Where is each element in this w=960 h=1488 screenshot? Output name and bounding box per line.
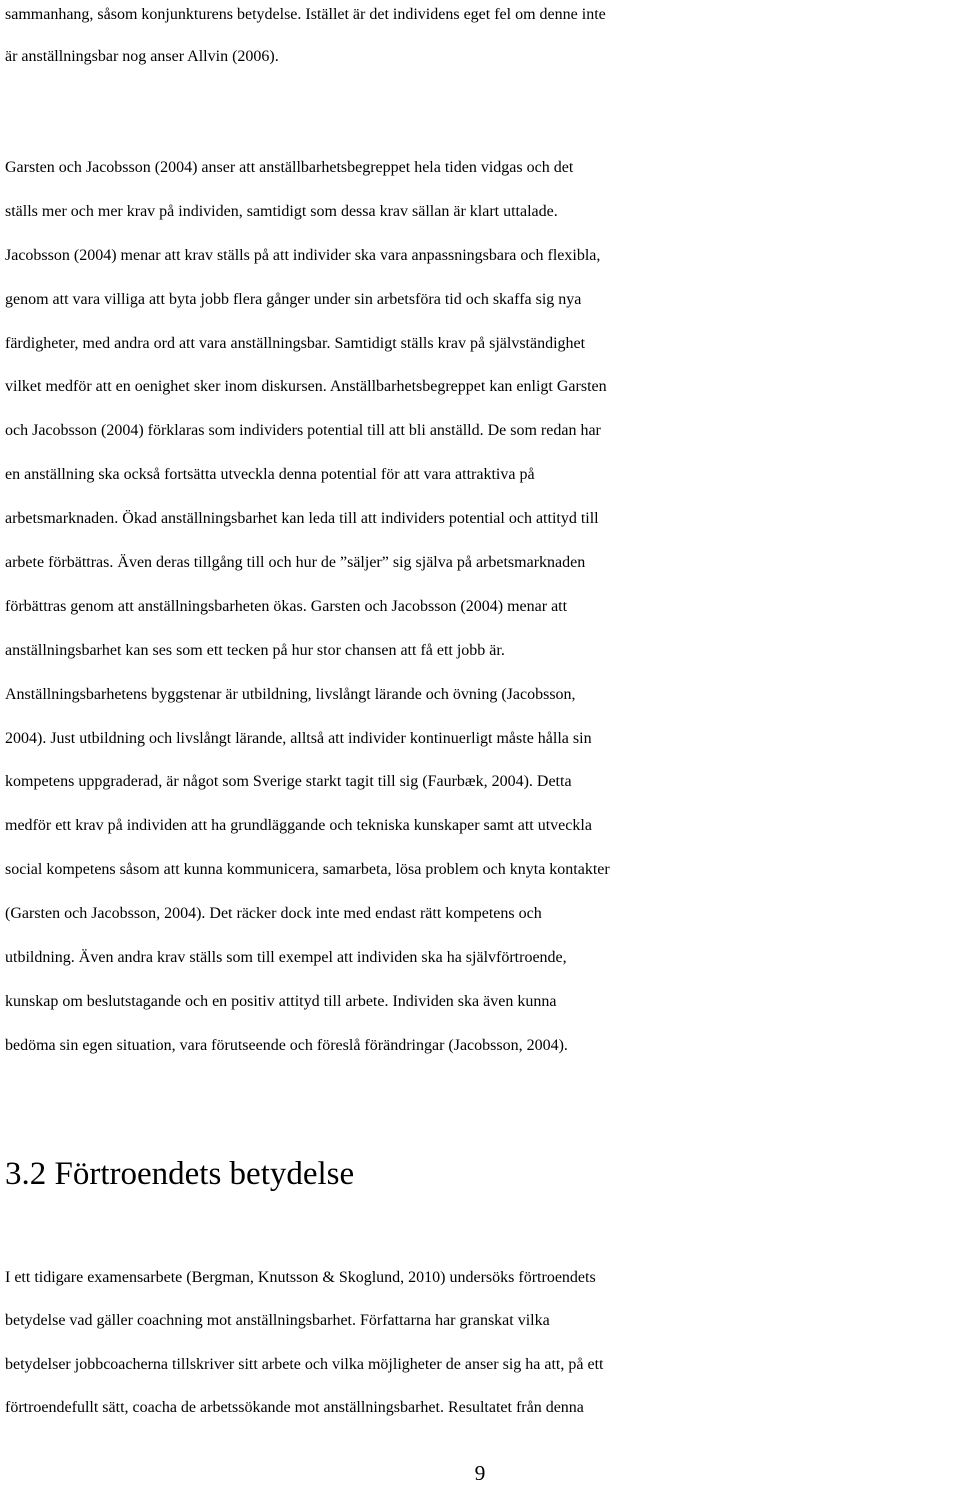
paragraph-line: och Jacobsson (2004) förklaras som individers potential till att bli anställd. De som redan har	[5, 422, 601, 440]
paragraph-line: bedöma sin egen situation, vara förutseende och föreslå förändringar (Jacobsson, 2004).	[5, 1036, 568, 1054]
paragraph-line: Anställningsbarhetens byggstenar är utbildning, livslångt lärande och övning (Jacobsson,	[5, 685, 576, 703]
paragraph-line: Garsten och Jacobsson (2004) anser att anställbarhetsbegreppet hela tiden vidgas och det	[5, 159, 574, 176]
paragraph-line: utbildning. Även andra krav ställs som till exempel att individen ska ha självförtroende,	[5, 949, 567, 967]
paragraph-3	[5, 1256, 960, 1429]
paragraph-1	[5, 0, 960, 84]
paragraph-line: (Garsten och Jacobsson, 2004). Det räcker dock inte med endast rätt kompetens och	[5, 905, 542, 923]
paragraph-line: vilket medför att en oenighet sker inom diskursen. Anställbarhetsbegreppet kan enligt Garsten	[5, 378, 607, 396]
paragraph-line: kompetens uppgraderad, är något som Sverige starkt tagit till sig (Faurbæk, 2004). Detta	[5, 773, 572, 791]
paragraph-line: betydelser jobbcoacherna tillskriver sitt arbete och vilka möjligheter de anser sig ha att, på ett	[5, 1355, 604, 1373]
paragraph-line: anställningsbarhet kan ses som ett tecken på hur stor chansen att få ett jobb är.	[5, 641, 505, 659]
section-heading: 3.2 Förtroendets betydelse	[5, 1156, 355, 1192]
paragraph-2	[5, 146, 960, 1068]
paragraph-line: ställs mer och mer krav på individen, samtidigt som dessa krav sällan är klart uttalade.	[5, 202, 558, 220]
paragraph-line: betydelse vad gäller coachning mot anställningsbarhet. Författarna har granskat vilka	[5, 1312, 550, 1330]
paragraph-line: färdigheter, med andra ord att vara anställningsbar. Samtidigt ställs krav på självständighet	[5, 334, 586, 352]
paragraph-line: förbättras genom att anställningsbarheten ökas. Garsten och Jacobsson (2004) menar att	[5, 597, 568, 615]
paragraph-line: en anställning ska också fortsätta utveckla denna potential för att vara attraktiva på	[5, 466, 535, 484]
paragraph-line: social kompetens såsom att kunna kommunicera, samarbeta, lösa problem och knyta kontakter	[5, 861, 610, 879]
paragraph-line: arbete förbättras. Även deras tillgång till och hur de ”säljer” sig själva på arbetsmarknaden	[5, 554, 586, 572]
paragraph-line: I ett tidigare examensarbete (Bergman, Knutsson & Skoglund, 2010) undersöks förtroendets	[5, 1269, 596, 1286]
paragraph-line: 2004). Just utbildning och livslångt lärande, alltså att individer kontinuerligt måste hålla sin	[5, 729, 592, 747]
paragraph-line: förtroendefullt sätt, coacha de arbetssökande mot anställningsbarhet. Resultatet från denna	[5, 1398, 584, 1416]
paragraph-line: arbetsmarknaden. Ökad anställningsbarhet kan leda till att individers potential och attityd till	[5, 510, 599, 528]
paragraph-line: Jacobsson (2004) menar att krav ställs på att individer ska vara anpassningsbara och flexibla,	[5, 246, 601, 264]
paragraph-line: sammanhang, såsom konjunkturens betydelse. Istället är det individens eget fel om denne inte	[5, 6, 606, 23]
page-number: 9	[474, 1461, 486, 1485]
paragraph-line: medför ett krav på individen att ha grundläggande och tekniska kunskaper samt att utveckla	[5, 817, 592, 835]
paragraph-line: genom att vara villiga att byta jobb flera gånger under sin arbetsföra tid och skaffa sig nya	[5, 290, 582, 308]
paragraph-line: är anställningsbar nog anser Allvin (2006).	[5, 48, 279, 65]
paragraph-line: kunskap om beslutstagande och en positiv attityd till arbete. Individen ska även kunna	[5, 992, 557, 1010]
